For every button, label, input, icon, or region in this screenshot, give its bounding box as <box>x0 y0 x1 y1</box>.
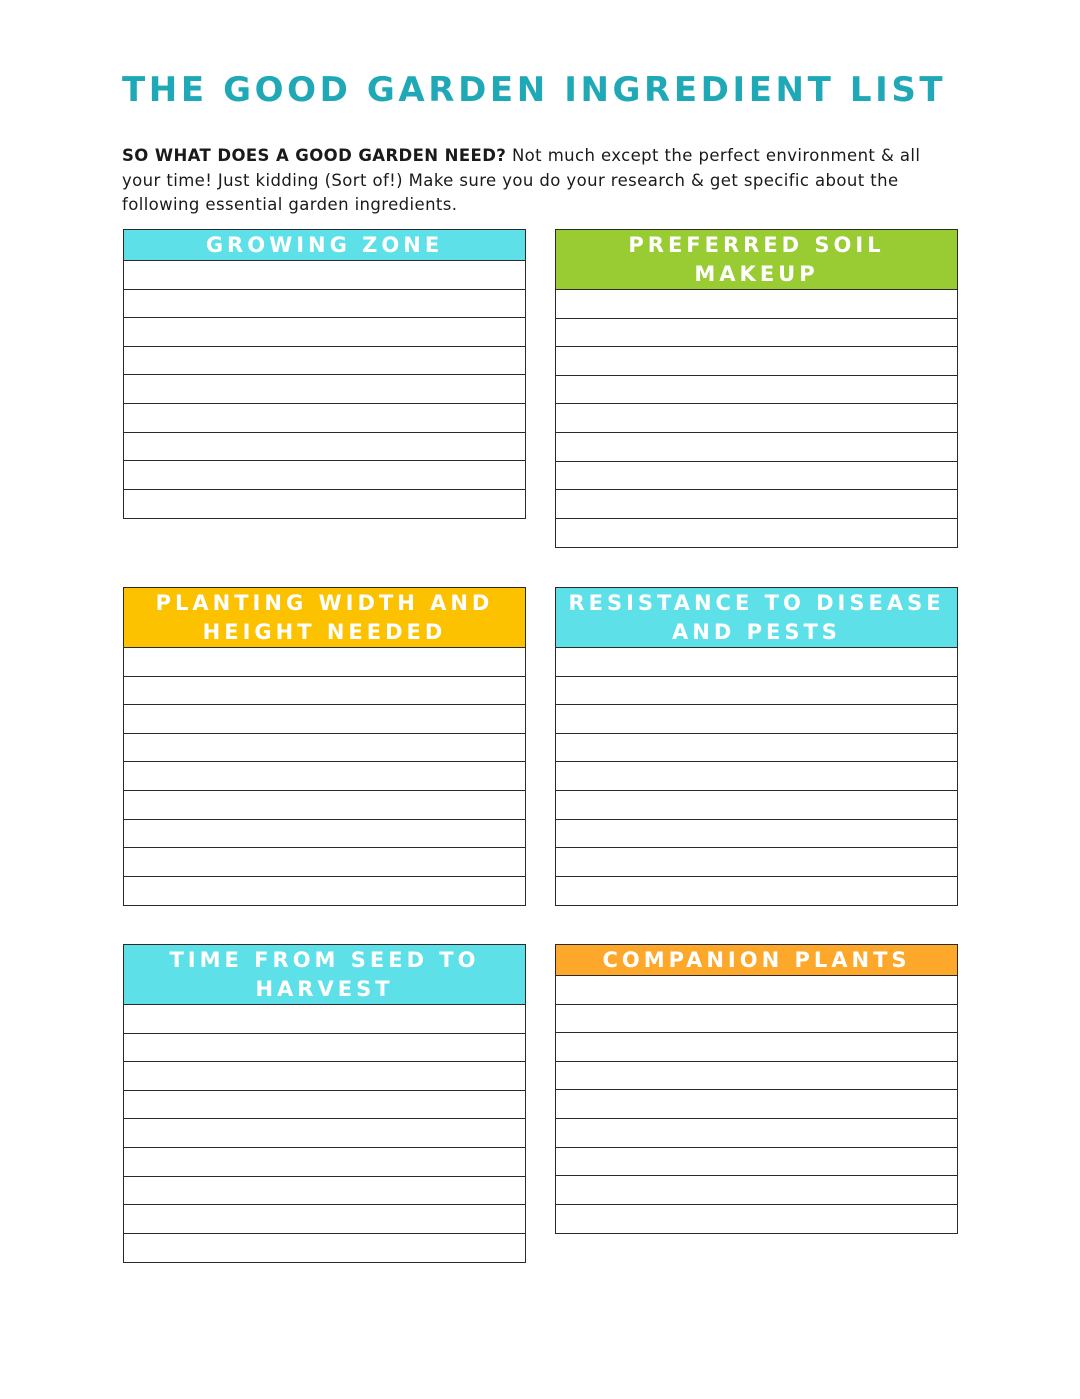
writing-line[interactable] <box>556 677 957 706</box>
writing-line[interactable] <box>124 433 525 462</box>
intro-lead: SO WHAT DOES A GOOD GARDEN NEED? <box>122 146 507 165</box>
writing-line[interactable] <box>556 1005 957 1034</box>
planting-width-lines[interactable] <box>124 648 525 905</box>
writing-line[interactable] <box>556 848 957 877</box>
planting-width-box <box>123 587 526 906</box>
writing-line[interactable] <box>556 404 957 433</box>
writing-line[interactable] <box>556 1119 957 1148</box>
companion-header: COMPANION PLANTS <box>556 945 957 976</box>
planting-width-header: PLANTING WIDTH AND HEIGHT NEEDED <box>124 588 525 648</box>
writing-line[interactable] <box>556 1148 957 1177</box>
intro-text: Not much except the perfect environment & all your time! Just kidding (Sort of!) Make sure you do your research & get specific about the following essential garden ingredients. <box>122 146 921 214</box>
growing-zone-lines[interactable] <box>124 261 525 518</box>
writing-line[interactable] <box>556 1205 957 1234</box>
companion-lines[interactable] <box>556 976 957 1233</box>
writing-line[interactable] <box>124 705 525 734</box>
writing-line[interactable] <box>556 791 957 820</box>
writing-line[interactable] <box>124 820 525 849</box>
writing-line[interactable] <box>124 877 525 906</box>
writing-line[interactable] <box>124 1119 525 1148</box>
writing-line[interactable] <box>556 648 957 677</box>
writing-line[interactable] <box>556 877 957 906</box>
writing-line[interactable] <box>124 1234 525 1263</box>
writing-line[interactable] <box>556 319 957 348</box>
time-seed-box <box>123 944 526 1263</box>
writing-line[interactable] <box>556 705 957 734</box>
page-title: THE GOOD GARDEN INGREDIENT LIST <box>122 70 947 110</box>
writing-line[interactable] <box>556 376 957 405</box>
writing-line[interactable] <box>124 1034 525 1063</box>
preferred-soil-lines[interactable] <box>556 290 957 547</box>
writing-line[interactable] <box>124 648 525 677</box>
writing-line[interactable] <box>124 1062 525 1091</box>
writing-line[interactable] <box>556 976 957 1005</box>
writing-line[interactable] <box>124 1148 525 1177</box>
writing-line[interactable] <box>124 1091 525 1120</box>
preferred-soil-header: PREFERRED SOIL MAKEUP <box>556 230 957 290</box>
writing-line[interactable] <box>124 791 525 820</box>
writing-line[interactable] <box>124 762 525 791</box>
growing-zone-box <box>123 229 526 519</box>
writing-line[interactable] <box>124 1005 525 1034</box>
writing-line[interactable] <box>124 290 525 319</box>
writing-line[interactable] <box>124 490 525 519</box>
time-seed-header: TIME FROM SEED TO HARVEST <box>124 945 525 1005</box>
companion-box <box>555 944 958 1234</box>
writing-line[interactable] <box>556 290 957 319</box>
intro-paragraph <box>122 144 962 218</box>
growing-zone-header: GROWING ZONE <box>124 230 525 261</box>
writing-line[interactable] <box>124 318 525 347</box>
writing-line[interactable] <box>124 734 525 763</box>
writing-line[interactable] <box>556 433 957 462</box>
writing-line[interactable] <box>124 375 525 404</box>
writing-line[interactable] <box>124 461 525 490</box>
resistance-lines[interactable] <box>556 648 957 905</box>
writing-line[interactable] <box>124 677 525 706</box>
writing-line[interactable] <box>124 261 525 290</box>
writing-line[interactable] <box>556 1176 957 1205</box>
writing-line[interactable] <box>556 734 957 763</box>
writing-line[interactable] <box>556 490 957 519</box>
writing-line[interactable] <box>556 462 957 491</box>
writing-line[interactable] <box>124 404 525 433</box>
writing-line[interactable] <box>556 1033 957 1062</box>
writing-line[interactable] <box>556 1062 957 1091</box>
resistance-box <box>555 587 958 906</box>
writing-line[interactable] <box>124 1177 525 1206</box>
writing-line[interactable] <box>556 1090 957 1119</box>
writing-line[interactable] <box>124 347 525 376</box>
writing-line[interactable] <box>124 1205 525 1234</box>
writing-line[interactable] <box>556 820 957 849</box>
writing-line[interactable] <box>556 519 957 548</box>
preferred-soil-box <box>555 229 958 548</box>
time-seed-lines[interactable] <box>124 1005 525 1262</box>
resistance-header: RESISTANCE TO DISEASE AND PESTS <box>556 588 957 648</box>
writing-line[interactable] <box>556 347 957 376</box>
writing-line[interactable] <box>556 762 957 791</box>
writing-line[interactable] <box>124 848 525 877</box>
